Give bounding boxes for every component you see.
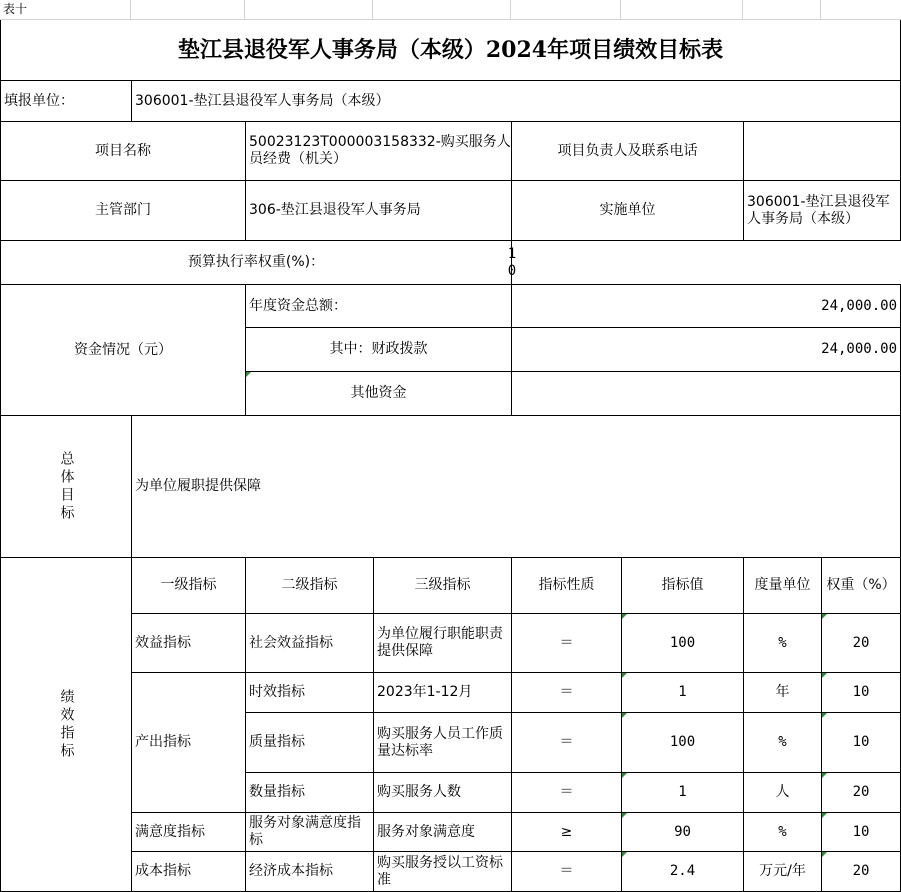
project-owner-value <box>743 122 901 181</box>
grid-cell <box>743 0 821 20</box>
cell-marker-icon <box>822 713 827 718</box>
row-value-text: 100 <box>669 734 696 750</box>
row-weight <box>821 614 901 673</box>
row-weight <box>821 813 901 852</box>
header-level1: 一级指标 <box>131 558 245 614</box>
fill-unit-label: 填报单位： <box>0 80 131 122</box>
cell-marker-icon <box>622 673 627 678</box>
row-nature: ＝ <box>511 673 621 713</box>
grid-cell <box>511 0 621 20</box>
row-level3: 购买服务人员工作质量达标率 <box>373 713 511 773</box>
row-level1-merged: 产出指标 <box>131 673 245 813</box>
grid-cell <box>373 0 511 20</box>
row-value <box>621 773 743 813</box>
row-nature: ＝ <box>511 614 621 673</box>
other-funds-text: 其他资金 <box>350 385 407 401</box>
row-unit: % <box>743 614 821 673</box>
row-nature: ≥ <box>511 813 621 852</box>
funds-label: 资金情况（元） <box>0 285 245 416</box>
project-name-value: 50023123T000003158332-购买服务人员经费（机关） <box>245 122 511 181</box>
row-nature: ＝ <box>511 773 621 813</box>
department-value: 306-垫江县退役军人事务局 <box>245 181 511 241</box>
row-level3: 服务对象满意度 <box>373 813 511 852</box>
row-weight <box>821 852 901 892</box>
cell-marker-icon <box>622 713 627 718</box>
project-owner-label: 项目负责人及联系电话 <box>511 122 743 181</box>
header-nature: 指标性质 <box>511 558 621 614</box>
cell-marker-icon <box>622 813 627 818</box>
other-funds-label <box>245 372 511 416</box>
performance-label <box>0 558 131 892</box>
row-level3: 购买服务人数 <box>373 773 511 813</box>
header-level2: 二级指标 <box>245 558 373 614</box>
grid-cell <box>821 0 901 20</box>
overall-goal-label-text: 总体目标 <box>58 450 75 523</box>
annual-funds-label: 年度资金总额： <box>245 285 511 328</box>
row-value-text: 90 <box>674 823 691 840</box>
cell-marker-icon <box>622 773 627 778</box>
cell-marker-icon <box>246 372 251 377</box>
row-unit: 人 <box>743 773 821 813</box>
row-value <box>621 852 743 892</box>
implementing-unit-value: 306001-垫江县退役军人事务局（本级） <box>743 181 901 241</box>
row-level3: 为单位履行职能职责提供保障 <box>373 614 511 673</box>
row-unit: % <box>743 713 821 773</box>
row-level2: 数量指标 <box>245 773 373 813</box>
header-unit: 度量单位 <box>743 558 821 614</box>
row-weight-text: 10 <box>852 684 870 700</box>
annual-funds-value: 24,000.00 <box>511 285 901 328</box>
implementing-unit-label: 实施单位 <box>511 181 743 241</box>
row-value-text: 2.4 <box>669 863 696 879</box>
row-value <box>621 673 743 713</box>
row-level1: 成本指标 <box>131 852 245 892</box>
row-level2: 时效指标 <box>245 673 373 713</box>
fiscal-funds-value: 24,000.00 <box>511 328 901 372</box>
row-nature: ＝ <box>511 852 621 892</box>
row-nature: ＝ <box>511 713 621 773</box>
fill-unit-value: 306001-垫江县退役军人事务局（本级） <box>131 80 901 122</box>
row-level1: 效益指标 <box>131 614 245 673</box>
row-weight <box>821 713 901 773</box>
cell-marker-icon <box>822 673 827 678</box>
row-unit: % <box>743 813 821 852</box>
budget-rate-label: 预算执行率权重(%)： <box>0 241 511 285</box>
cell-marker-icon <box>622 614 627 619</box>
cell-marker-icon <box>822 614 827 619</box>
page-title: 垫江县退役军人事务局（本级）2024年项目绩效目标表 <box>0 20 901 80</box>
row-level2: 社会效益指标 <box>245 614 373 673</box>
row-weight-text: 10 <box>852 734 870 750</box>
row-value <box>621 813 743 852</box>
row-weight-text: 10 <box>852 823 870 840</box>
grid-cell <box>621 0 743 20</box>
performance-label-text: 绩效指标 <box>58 688 75 761</box>
overall-goal-label <box>0 416 131 558</box>
fiscal-funds-label: 其中：财政拨款 <box>245 328 511 372</box>
row-weight-text: 20 <box>852 784 870 800</box>
overall-goal-value: 为单位履职提供保障 <box>131 416 901 558</box>
header-weight: 权重（%） <box>821 558 901 614</box>
row-value <box>621 713 743 773</box>
cell-marker-icon <box>822 773 827 778</box>
row-value-text: 1 <box>678 684 687 700</box>
row-level3: 2023年1-12月 <box>373 673 511 713</box>
grid-cell <box>245 0 373 20</box>
row-unit: 年 <box>743 673 821 713</box>
project-name-label: 项目名称 <box>0 122 245 181</box>
row-level3: 购买服务授以工资标准 <box>373 852 511 892</box>
row-value-text: 100 <box>669 634 696 651</box>
row-level2: 经济成本指标 <box>245 852 373 892</box>
row-weight-text: 20 <box>852 863 870 879</box>
cell-marker-icon <box>822 852 827 857</box>
row-unit: 万元/年 <box>743 852 821 892</box>
row-level2: 质量指标 <box>245 713 373 773</box>
header-level3: 三级指标 <box>373 558 511 614</box>
row-level1: 满意度指标 <box>131 813 245 852</box>
cell-marker-icon <box>822 813 827 818</box>
row-weight-text: 20 <box>852 634 870 651</box>
row-weight <box>821 773 901 813</box>
row-level2: 服务对象满意度指标 <box>245 813 373 852</box>
row-value-text: 1 <box>678 784 687 800</box>
row-value <box>621 614 743 673</box>
header-value: 指标值 <box>621 558 743 614</box>
row-weight <box>821 673 901 713</box>
department-label: 主管部门 <box>0 181 245 241</box>
sheet-tag: 表十 <box>0 0 131 20</box>
budget-rate-value: 10 <box>511 241 901 285</box>
other-funds-value <box>511 372 901 416</box>
cell-marker-icon <box>622 852 627 857</box>
grid-cell <box>131 0 245 20</box>
